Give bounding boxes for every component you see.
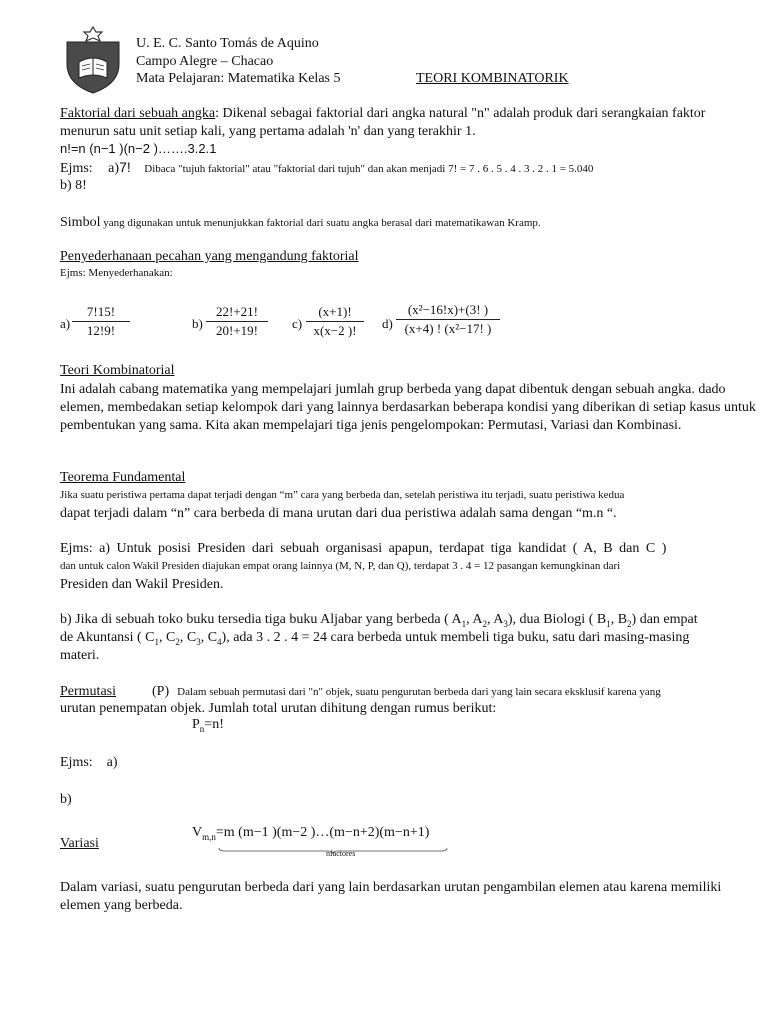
example-a-expression: 7!: [119, 159, 131, 175]
permutasi-formula: [192, 717, 224, 734]
school-crest-logo: [64, 26, 122, 94]
variasi-heading: Variasi: [60, 836, 99, 851]
symbol-lead: Simbol: [60, 215, 101, 230]
permutasi-example-a-label: a): [106, 755, 118, 770]
permutasi-formula-p: P: [192, 717, 200, 732]
document-title: TEORI KOMBINATORIK: [416, 71, 569, 86]
fraction-c-label: c): [292, 316, 303, 331]
example-label: Ejms:: [60, 161, 93, 176]
simplify-heading: Penyederhanaan pecahan yang mengandung faktorial: [60, 249, 359, 264]
fraction-a-numerator: 7!15!: [72, 304, 130, 322]
permutasi-heading: Permutasi: [60, 684, 116, 699]
permutasi-formula-rest: =n!: [204, 717, 224, 732]
variasi-formula: [192, 825, 429, 842]
factorial-definition-text: : Dikenal sebagai faktorial dari angka natural "n" adalah produk dari serangkaian faktor: [215, 106, 706, 121]
permutasi-line2: urutan penempatan objek. Jumlah total urutan dihitung dengan rumus berikut:: [60, 701, 497, 716]
permutasi-example-b: b): [60, 792, 72, 807]
kombinatorial-heading: Teori Kombinatorial: [60, 363, 175, 378]
fundamental-example-a-line1: Ejms: a) Untuk posisi Presiden dari sebuah organisasi apapun, terdapat tiga kandidat ( A, B dan C ): [60, 541, 667, 556]
example-b-text-2: ), dua Biologi ( B: [507, 612, 607, 627]
fundamental-heading: Teorema Fundamental: [60, 470, 186, 485]
factorial-heading: Faktorial dari sebuah angka: [60, 106, 216, 121]
example-b-text-1: b) Jika di sebuah toko buku tersedia tiga buku Aljabar yang berbeda ( A: [60, 612, 462, 627]
permutasi-line1: [60, 682, 661, 700]
factorial-definition-line2: menurun satu unit setiap kali, yang pertama adalah 'n' dan yang terakhir 1.: [60, 124, 476, 139]
fraction-d: [396, 302, 500, 337]
variasi-formula-v: V: [192, 825, 203, 840]
fraction-a-label: a): [60, 316, 71, 331]
variasi-brace-label: nfactores: [326, 849, 356, 858]
fundamental-example-b-line2: de Akuntansi ( $C_1$, $C_2$, $C_3$, $C_4$), ada 3 . 2 . 4 = 24 cara berbeda untuk membeli tiga buku, satu dari masing-masing: [60, 630, 690, 647]
fraction-c-denominator: x(x−2 )!: [313, 323, 357, 338]
kombinatorial-body: Ini adalah cabang matematika yang mempelajari jumlah grup berbeda yang dapat dibentuk dengan sebuah angka. dado elemen, membedakan setiap kelompok dari yang lainnya berdasarkan beberapa kondisi yang diberikan di setiap kasus untuk pembentukan yang sama. Kita akan mempelajari tiga jenis pengelompokan: Permutasi, Variasi dan Kombinasi.: [60, 382, 756, 433]
fraction-b-numerator: 22!+21!: [206, 304, 268, 322]
variasi-formula-sub: m,n: [202, 831, 216, 842]
factorial-definition: [60, 106, 705, 122]
example-b-text-5: ), ada 3 . 2 . 4 = 24 cara berbeda untuk membeli tiga buku, satu dari masing-masing: [221, 630, 690, 645]
factorial-example-a: [60, 159, 593, 177]
school-name: U. E. C. Santo Tomás de Aquino: [136, 36, 319, 51]
fundamental-example-b-line1: b) Jika di sebuah toko buku tersedia tiga buku Aljabar yang berbeda ( $A_1$, $A_2$, $A_3$), dua Biologi ( $B_1$, $B_2$) dan empat: [60, 612, 698, 629]
fraction-c: [306, 304, 364, 339]
symbol-text: yang digunakan untuk menunjukkan faktorial dari suatu angka berasal dari matematikawan Kramp.: [100, 217, 541, 229]
permutasi-formula-sub: n: [199, 723, 205, 734]
fraction-d-numerator: (x²−16!x)+(3! ): [396, 302, 500, 320]
school-location: Campo Alegre – Chacao: [136, 54, 274, 69]
fraction-c-numerator: (x+1)!: [306, 304, 364, 322]
example-a-label: a): [108, 161, 120, 176]
fraction-d-label: d): [382, 316, 393, 331]
fundamental-example-b-line3: materi.: [60, 648, 100, 663]
permutasi-example-a: [60, 755, 118, 771]
permutasi-symbol: (P): [152, 684, 170, 699]
example-a-text: Dibaca "tujuh faktorial" atau "faktorial dari tujuh" dan akan menjadi 7! = 7 . 6 . 5 . 4 . 3 . 2 . 1 = 5.040: [144, 163, 594, 175]
fraction-b-label: b): [192, 316, 203, 331]
symbol-note: [60, 213, 541, 231]
permutasi-example-label: Ejms:: [60, 755, 93, 770]
variasi-formula-rest: =m (m−1 )(m−2 )…(m−n+2)(m−n+1): [215, 825, 430, 840]
example-b-text-4: de Akuntansi ( C: [60, 630, 155, 645]
fundamental-line2: dapat terjadi dalam “n” cara berbeda di mana urutan dari dua peristiwa adalah sama dengan “m.n “.: [60, 506, 617, 521]
subject-label: Mata Pelajaran: Matematika Kelas 5: [136, 71, 341, 86]
example-b-text-3: ) dan empat: [631, 612, 698, 627]
fraction-b: [206, 304, 268, 339]
fraction-b-denominator: 20!+19!: [216, 323, 258, 338]
fundamental-example-a-line2: dan untuk calon Wakil Presiden diajukan empat orang lainnya (M, N, P, dan Q), terdapat 3 . 4 = 12 pasangan kemungkinan dari: [60, 560, 621, 572]
fraction-a-denominator: 12!9!: [86, 323, 116, 338]
simplify-intro: Ejms: Menyederhanakan:: [60, 267, 173, 279]
variasi-body: Dalam variasi, suatu pengurutan berbeda dari yang lain berdasarkan urutan pengambilan elemen atau karena memiliki elemen yang berbeda.: [60, 880, 722, 913]
factorial-example-b: b) 8!: [60, 178, 87, 193]
fraction-a: [72, 304, 130, 339]
factorial-formula: n!=n (n−1 )(n−2 )…….3.2.1: [60, 141, 217, 156]
permutasi-definition: Dalam sebuah permutasi dari "n" objek, suatu pengurutan berbeda dari yang lain secara eksklusif karena yang: [177, 686, 661, 698]
fundamental-example-a-line3: Presiden dan Wakil Presiden.: [60, 577, 224, 592]
fundamental-line1: Jika suatu peristiwa pertama dapat terjadi dengan “m” cara yang berbeda dan, setelah peristiwa itu terjadi, suatu peristiwa kedua: [60, 489, 625, 501]
fraction-d-denominator: (x+4) ! (x²−17! ): [404, 321, 492, 336]
